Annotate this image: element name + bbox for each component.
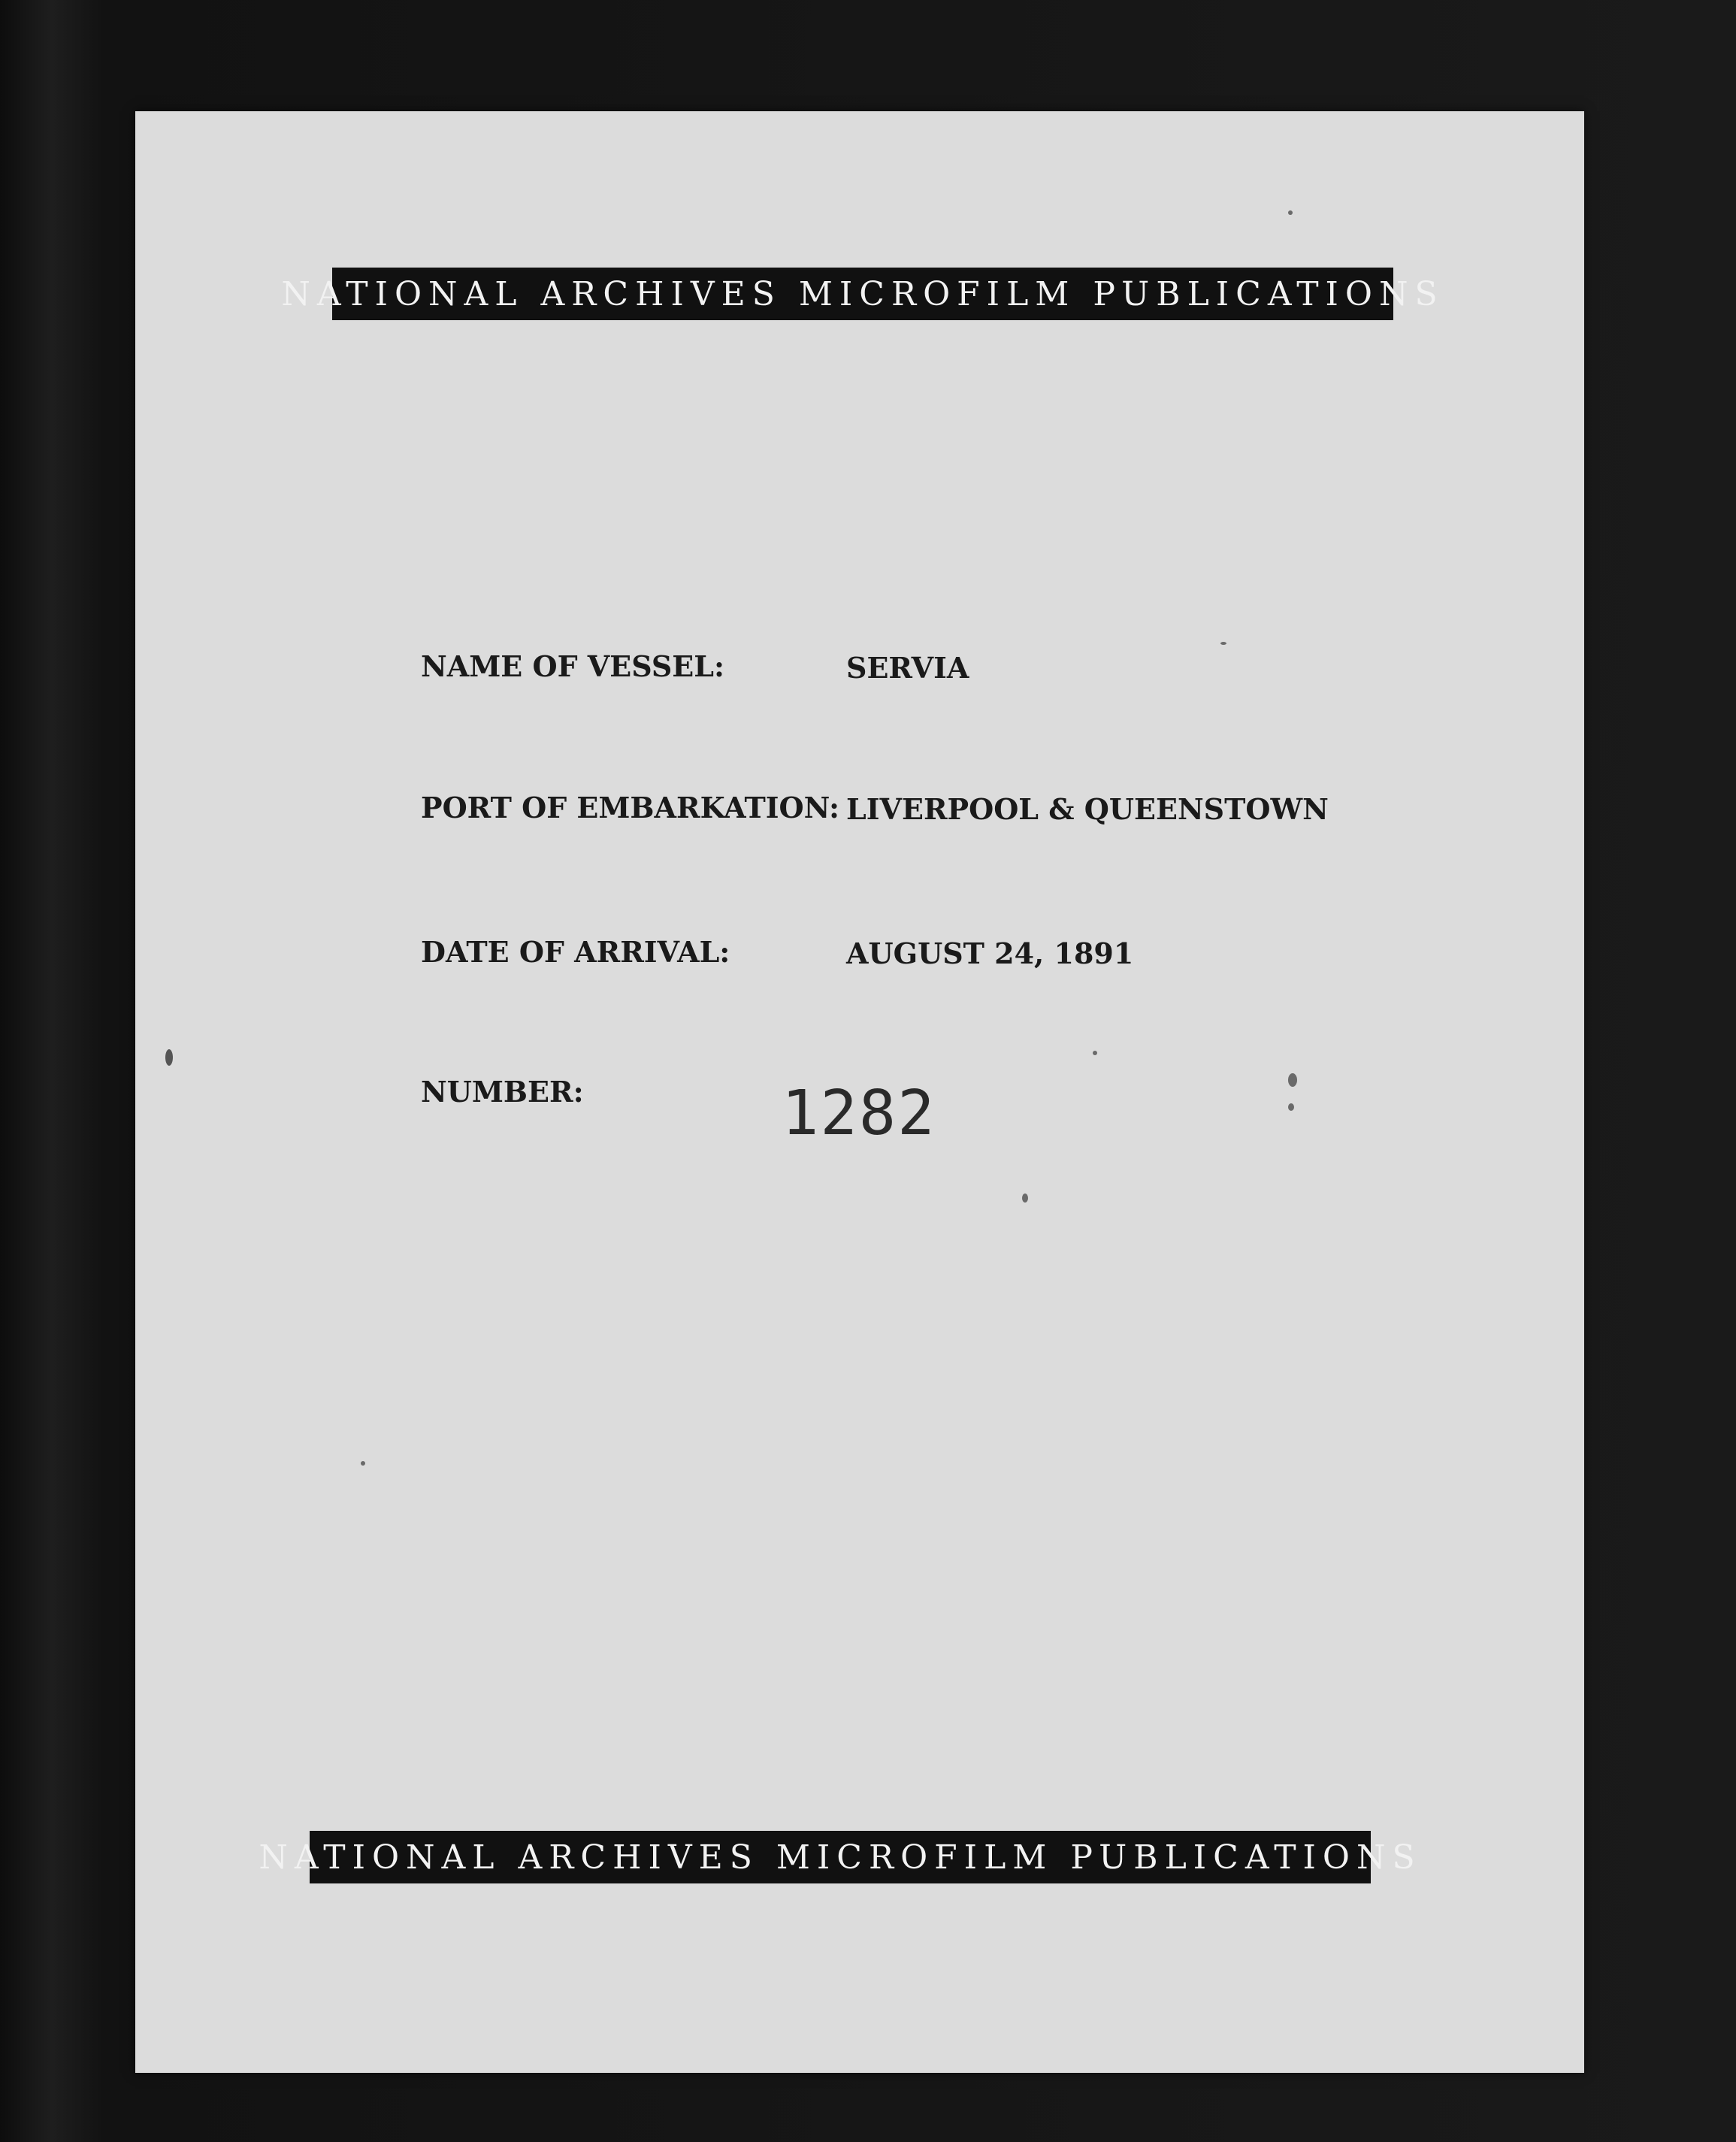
dust-speck: [1288, 1073, 1297, 1087]
vessel-name-value: SERVIA: [846, 651, 969, 685]
dust-speck: [1220, 642, 1226, 645]
dust-speck: [165, 1049, 173, 1066]
dust-speck: [1288, 210, 1293, 215]
dust-speck: [1093, 1051, 1097, 1055]
port-of-embarkation-label: PORT OF EMBARKATION:: [421, 791, 840, 824]
dust-speck: [1288, 1103, 1294, 1111]
date-of-arrival-value: AUGUST 24, 1891: [846, 936, 1134, 970]
dust-speck: [361, 1461, 365, 1466]
date-of-arrival-label: DATE OF ARRIVAL:: [421, 935, 730, 969]
header-banner: NATIONAL ARCHIVES MICROFILM PUBLICATIONS: [332, 268, 1393, 320]
number-label: NUMBER:: [421, 1075, 584, 1109]
footer-banner: NATIONAL ARCHIVES MICROFILM PUBLICATIONS: [310, 1831, 1371, 1883]
port-of-embarkation-value: LIVERPOOL & QUEENSTOWN: [846, 792, 1329, 826]
vessel-name-label: NAME OF VESSEL:: [421, 649, 724, 683]
dust-speck: [1022, 1194, 1028, 1203]
target-card-sheet: [135, 111, 1584, 2073]
number-stamp-value: 1282: [782, 1078, 936, 1149]
